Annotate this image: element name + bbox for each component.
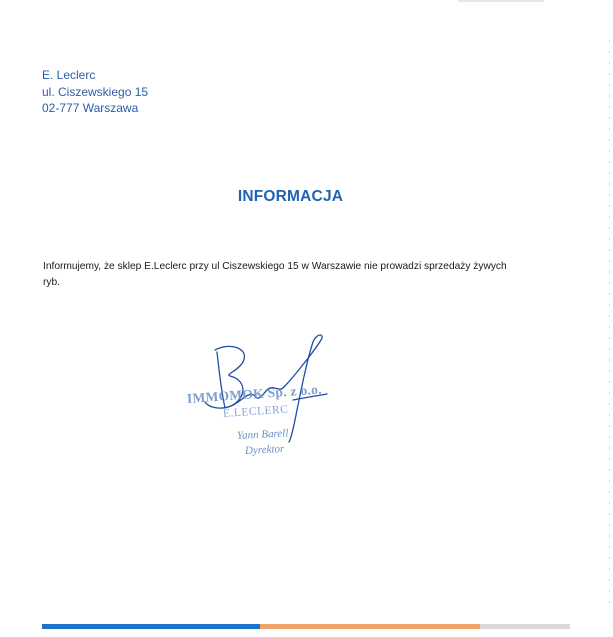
document-title: INFORMACJA xyxy=(237,188,344,205)
stamp-company-name: IMMOMOK Sp. z o.o. xyxy=(186,381,323,406)
footer-bar-grey xyxy=(480,624,570,629)
stamp-signer-name: Yann Barell xyxy=(236,427,289,442)
scan-edge-artifact xyxy=(608,40,611,610)
body-line-2: ryb. xyxy=(43,277,60,288)
address-line-city: 02-777 Warszawa xyxy=(42,101,139,115)
stamp-signer-title: Dyrektor xyxy=(244,442,285,457)
footer-bar-orange xyxy=(260,624,480,629)
footer-bar-blue xyxy=(42,624,260,629)
address-line-company: E. Leclerc xyxy=(42,68,96,82)
address-line-street: ul. Ciszewskiego 15 xyxy=(42,84,149,99)
top-edge-mark xyxy=(458,0,544,2)
company-stamp xyxy=(175,330,375,470)
body-line-1: Informujemy, że sklep E.Leclerc przy ul Ciszewskiego 15 w Warszawie nie prowadzi sprzedaży żywych xyxy=(43,261,507,272)
document-body xyxy=(43,259,563,291)
sender-address xyxy=(42,67,148,117)
stamp-brand-name: E.LECLERC xyxy=(222,403,289,420)
